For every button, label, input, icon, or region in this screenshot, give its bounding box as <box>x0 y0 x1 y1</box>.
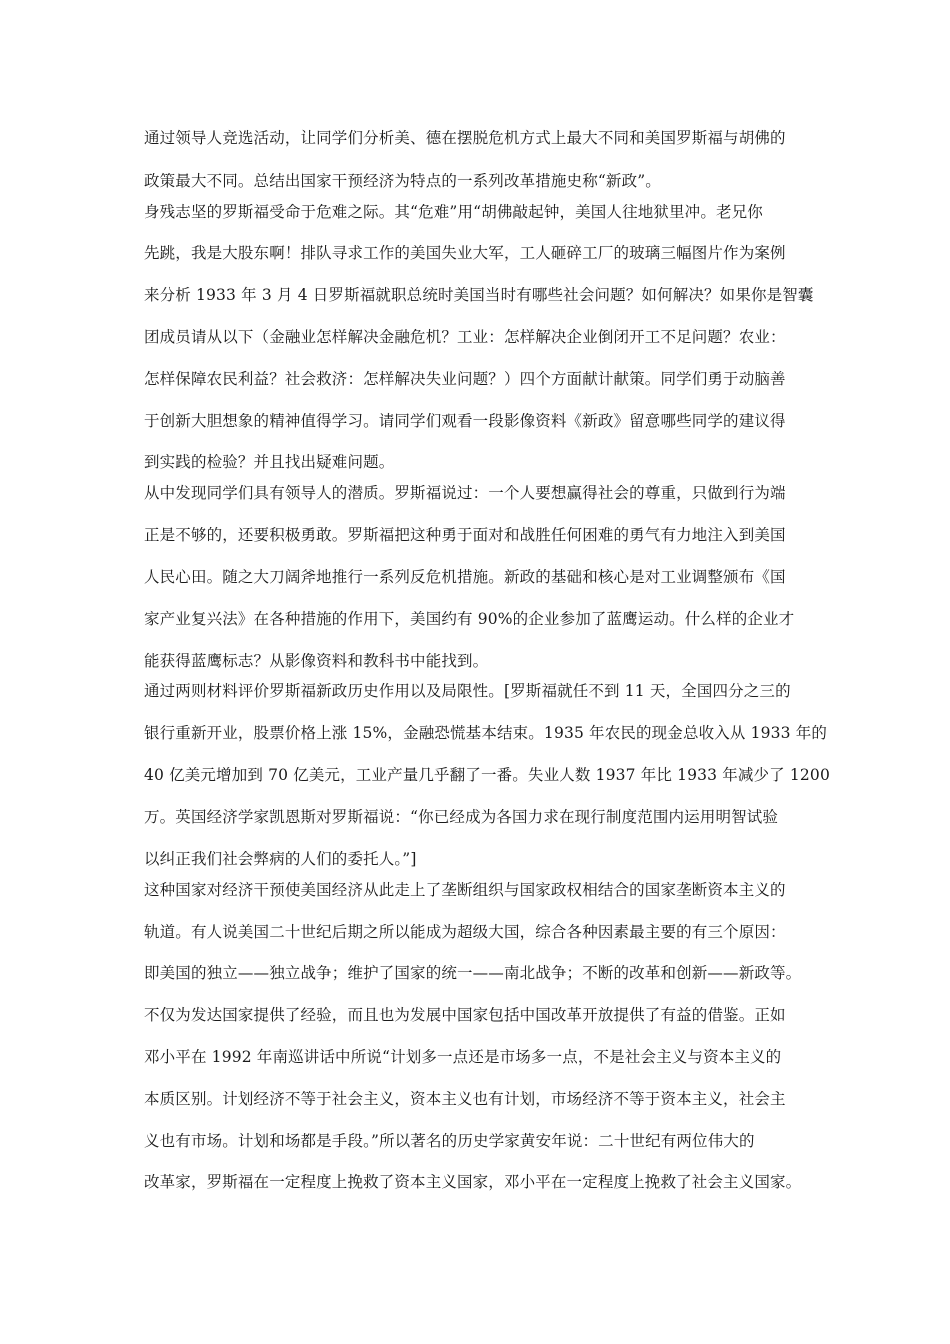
text-line: 本质区别。计划经济不等于社会主义，资本主义也有计划，市场经济不等于资本主义，社会主 <box>144 1090 786 1108</box>
text-line: 正是不够的，还要积极勇敢。罗斯福把这种勇于面对和战胜任何困难的勇气有力地注入到美国 <box>144 526 786 544</box>
text-line: 万。英国经济学家凯恩斯对罗斯福说：“你已经成为各国力求在现行制度范围内运用明智试验 <box>144 808 779 826</box>
text-line: 轨道。有人说美国二十世纪后期之所以能成为超级大国，综合各种因素最主要的有三个原因： <box>144 923 786 941</box>
text-line: 从中发现同学们具有领导人的潜质。罗斯福说过：一个人要想赢得社会的尊重，只做到行为端 <box>144 484 786 502</box>
text-line: 通过两则材料评价罗斯福新政历史作用以及局限性。[罗斯福就任不到 11 天，全国四分之三的 <box>144 682 791 700</box>
text-line: 团成员请从以下（金融业怎样解决金融危机？工业：怎样解决企业倒闭开工不足问题？农业： <box>144 328 786 346</box>
text-line: 到实践的检验？并且找出疑难问题。 <box>144 453 395 471</box>
text-line: 能获得蓝鹰标志？从影像资料和教科书中能找到。 <box>144 652 489 670</box>
text-line: 即美国的独立——独立战争；维护了国家的统一——南北战争；不断的改革和创新——新政等。 <box>144 964 802 982</box>
text-line: 怎样保障农民利益？社会救济：怎样解决失业问题？）四个方面献计献策。同学们勇于动脑善 <box>144 370 786 388</box>
text-line: 通过领导人竞选活动，让同学们分析美、德在摆脱危机方式上最大不同和美国罗斯福与胡佛的 <box>144 129 786 147</box>
text-line: 人民心田。随之大刀阔斧地推行一系列反危机措施。新政的基础和核心是对工业调整颁布《国 <box>144 568 786 586</box>
text-line: 以纠正我们社会弊病的人们的委托人。”] <box>144 850 417 868</box>
text-line: 邓小平在 1992 年南巡讲话中所说“计划多一点还是市场多一点，不是社会主义与资本主义的 <box>144 1048 782 1066</box>
text-line: 40 亿美元增加到 70 亿美元，工业产量几乎翻了一番。失业人数 1937 年比 1933 年减少了 1200 <box>144 766 830 784</box>
text-line: 改革家，罗斯福在一定程度上挽救了资本主义国家，邓小平在一定程度上挽救了社会主义国家。 <box>144 1173 802 1191</box>
text-line: 于创新大胆想象的精神值得学习。请同学们观看一段影像资料《新政》留意哪些同学的建议得 <box>144 412 786 430</box>
text-line: 来分析 1933 年 3 月 4 日罗斯福就职总统时美国当时有哪些社会问题？如何解决？如果你是智囊 <box>144 286 814 304</box>
text-line: 不仅为发达国家提供了经验，而且也为发展中国家包括中国改革开放提供了有益的借鉴。正如 <box>144 1006 786 1024</box>
text-line: 政策最大不同。总结出国家干预经济为特点的一系列改革措施史称“新政”。 <box>144 172 661 190</box>
text-line: 家产业复兴法》在各种措施的作用下，美国约有 90%的企业参加了蓝鹰运动。什么样的企业才 <box>144 610 795 628</box>
text-line: 银行重新开业，股票价格上涨 15%，金融恐慌基本结束。1935 年农民的现金总收入从 1933 年的 <box>144 724 828 742</box>
text-line: 身残志坚的罗斯福受命于危难之际。其“危难”用“胡佛敲起钟，美国人往地狱里冲。老兄你 <box>144 203 763 221</box>
text-line: 义也有市场。计划和场都是手段。”所以著名的历史学家黄安年说：二十世纪有两位伟大的 <box>144 1132 755 1150</box>
text-line: 这种国家对经济干预使美国经济从此走上了垄断组织与国家政权相结合的国家垄断资本主义的 <box>144 881 786 899</box>
text-line: 先跳，我是大股东啊！排队寻求工作的美国失业大军，工人砸碎工厂的玻璃三幅图片作为案例 <box>144 244 786 262</box>
